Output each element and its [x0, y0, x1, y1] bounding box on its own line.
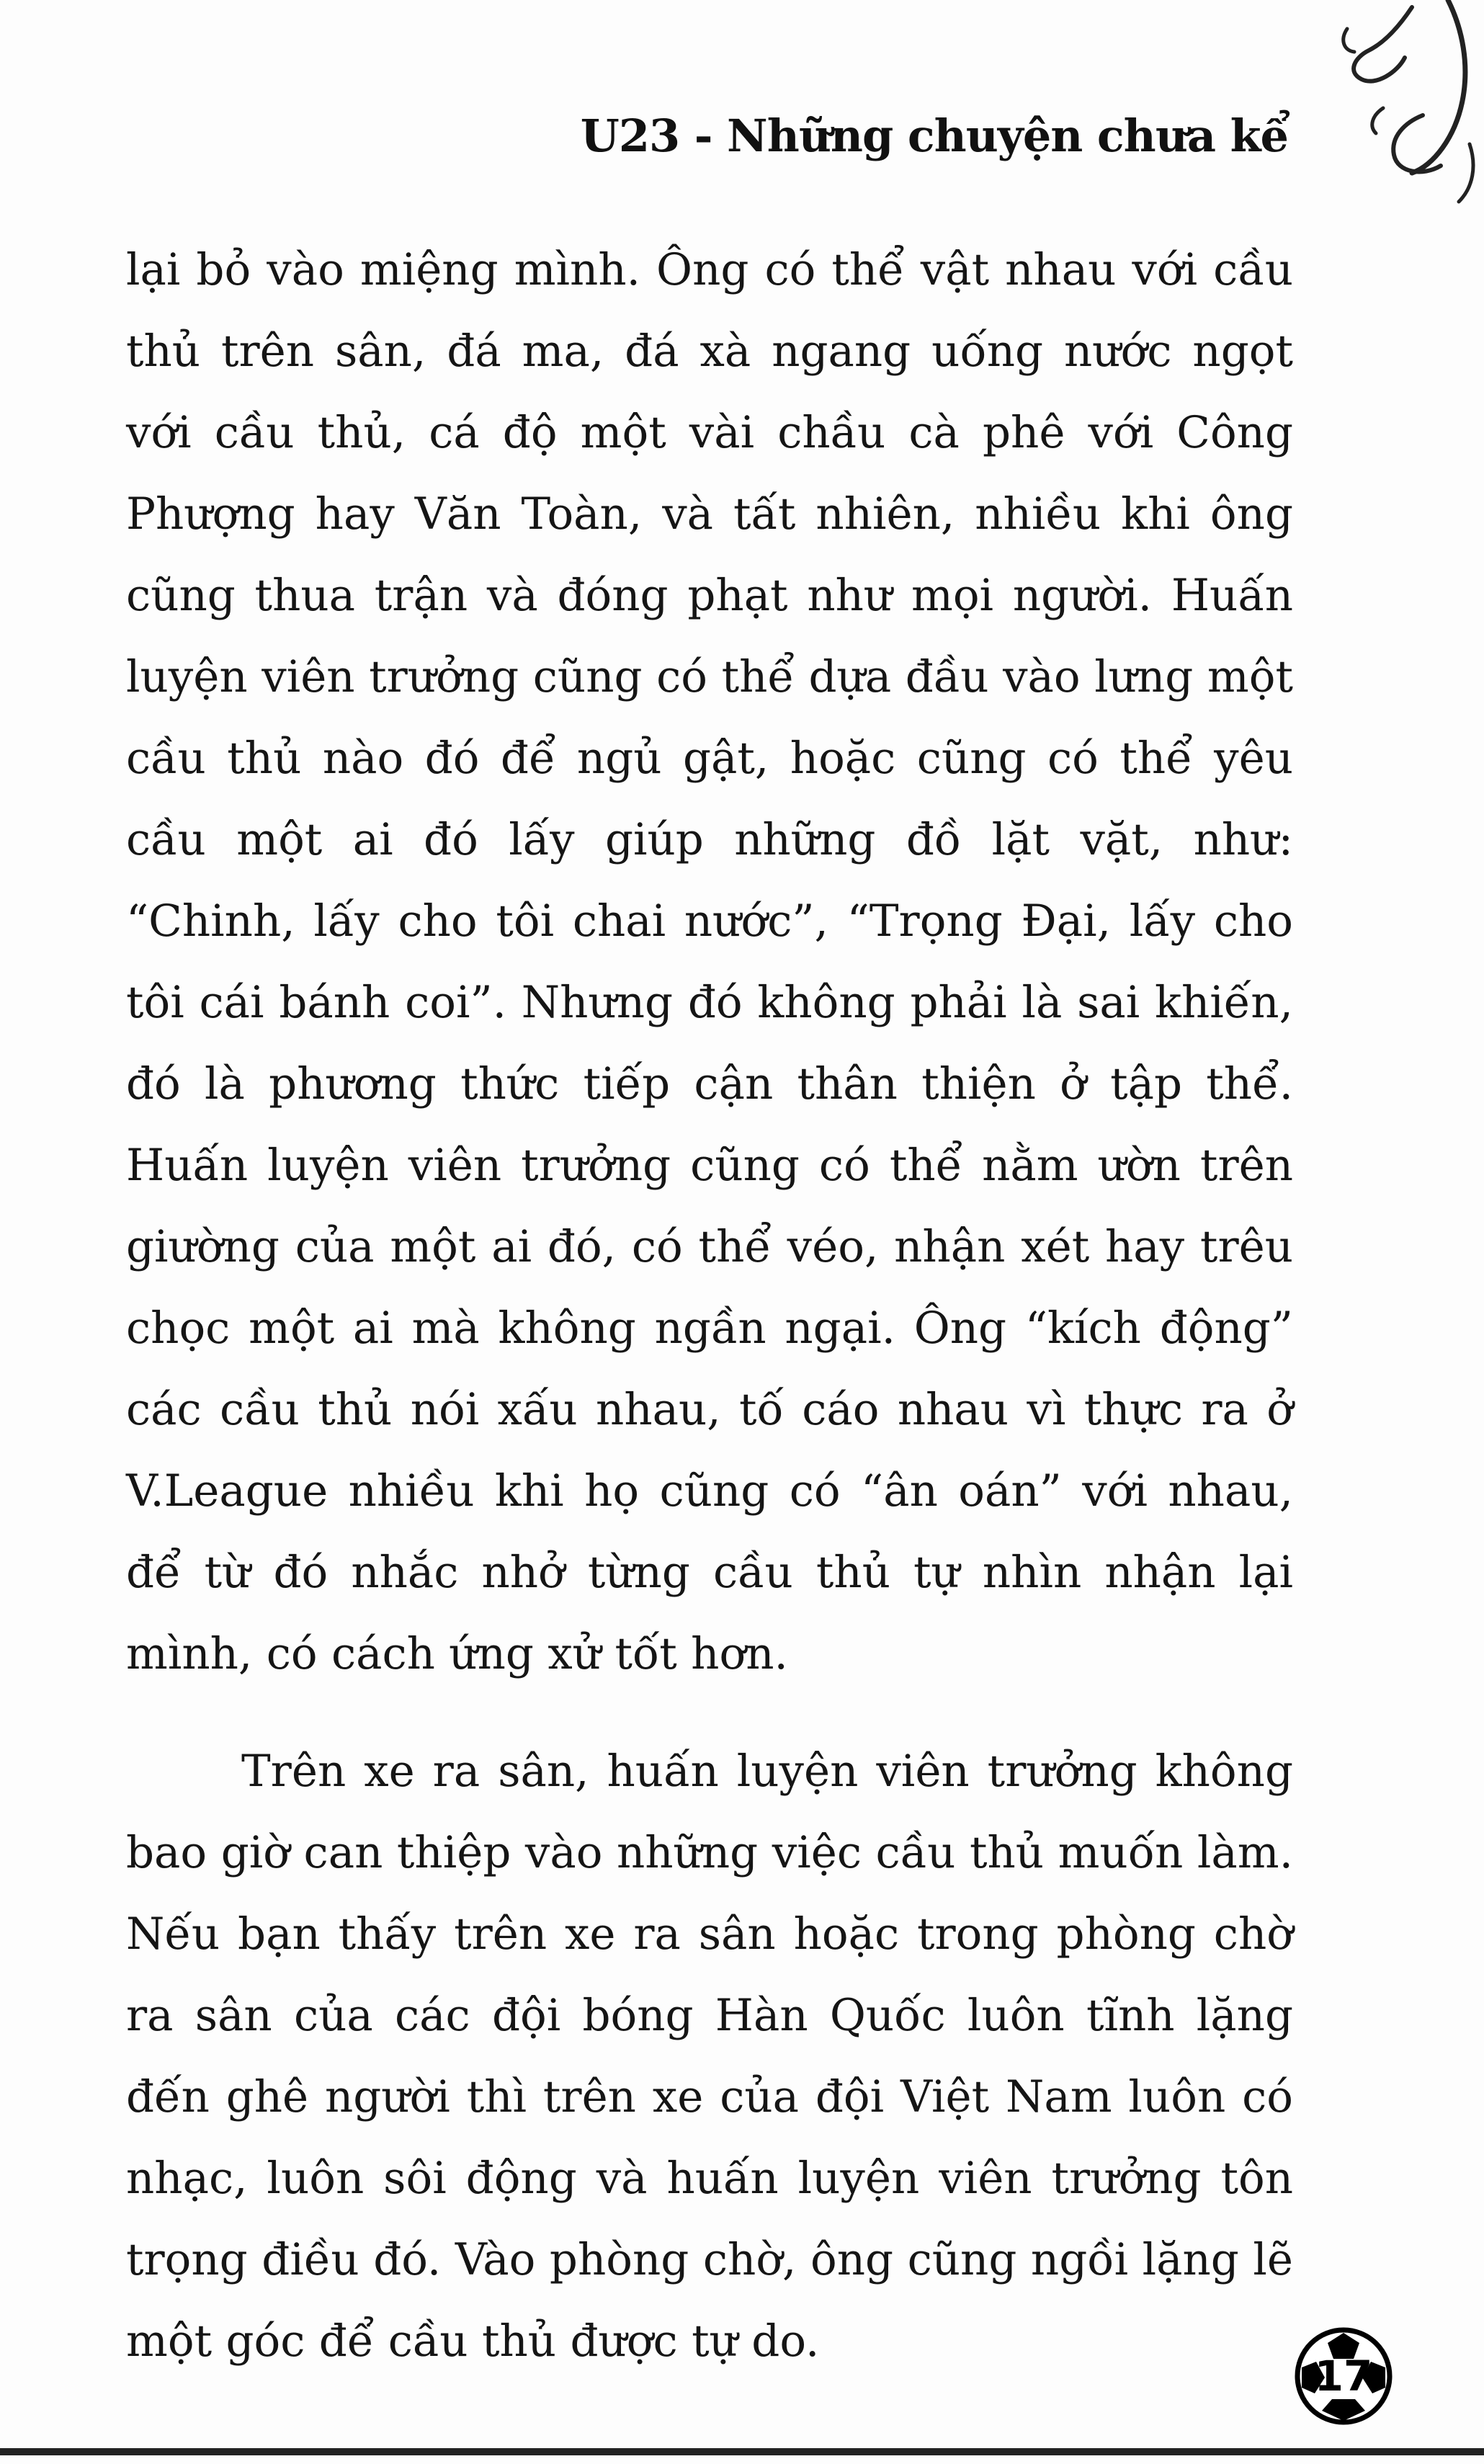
bottom-edge-rule — [0, 2448, 1484, 2455]
page-number: 17 — [1314, 2352, 1373, 2401]
body-text — [126, 229, 1293, 2382]
running-header: U23 - Những chuyện chưa kể — [580, 110, 1288, 162]
corner-illustration-icon — [1304, 0, 1484, 216]
paragraph-1: lại bỏ vào miệng mình. Ông có thể vật nhau với cầu thủ trên sân, đá ma, đá xà ngang uống nước ngọt với cầu thủ, cá độ một vài chầu cà phê với Công Phượng hay Văn Toàn, và tất nhiên, nhiều khi ông cũng thua trận và đóng phạt như mọi người. Huấn luyện viên trưởng cũng có thể dựa đầu vào lưng một cầu thủ nào đó để ngủ gật, hoặc cũng có thể yêu cầu một ai đó lấy giúp những đồ lặt vặt, như: “Chinh, lấy cho tôi chai nước”, “Trọng Đại, lấy cho tôi cái bánh coi”. Nhưng đó không phải là sai khiến, đó là phương thức tiếp cận thân thiện ở tập thể. Huấn luyện viên trưởng cũng có thể nằm ườn trên giường của một ai đó, có thể véo, nhận xét hay trêu chọc một ai mà không ngần ngại. Ông “kích động” các cầu thủ nói xấu nhau, tố cáo nhau vì thực ra ở V.League nhiều khi họ cũng có “ân oán” với nhau, để từ đó nhắc nhở từng cầu thủ tự nhìn nhận lại mình, có cách ứng xử tốt hơn. — [126, 244, 1293, 1679]
paragraph-2: Trên xe ra sân, huấn luyện viên trưởng không bao giờ can thiệp vào những việc cầu thủ muốn làm. Nếu bạn thấy trên xe ra sân hoặc trong phòng chờ ra sân của các đội bóng Hàn Quốc luôn tĩnh lặng đến ghê người thì trên xe của đội Việt Nam luôn có nhạc, luôn sôi động và huấn luyện viên trưởng tôn trọng điều đó. Vào phòng chờ, ông cũng ngồi lặng lẽ một góc để cầu thủ được tự do. — [126, 1746, 1293, 2367]
